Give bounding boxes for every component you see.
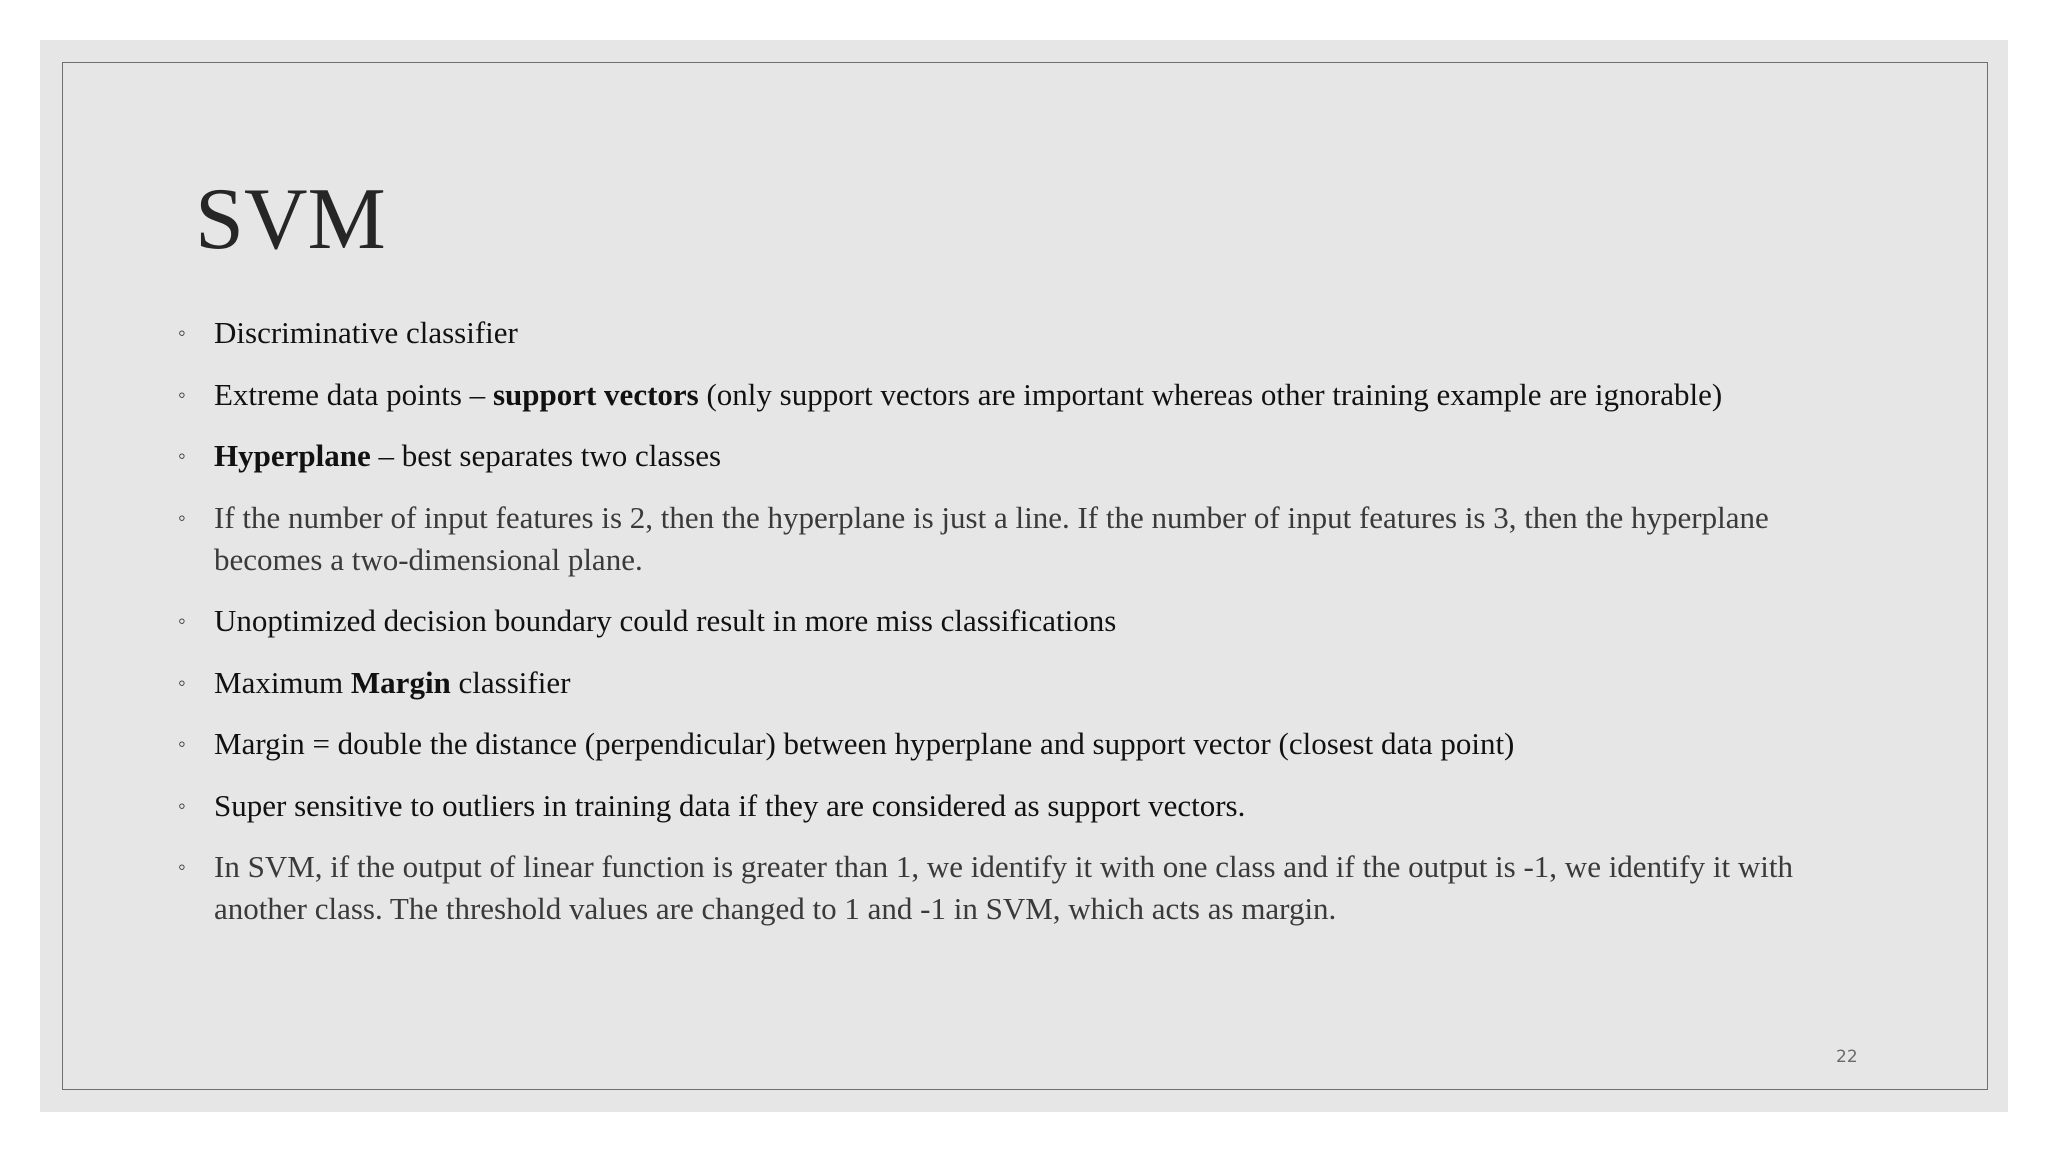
bullet-input-features: [178, 497, 1878, 581]
slide-title: SVM: [195, 171, 386, 268]
bullet-text: Margin = double the distance (perpendicular) between hyperplane and support vector (closest data point): [214, 726, 1515, 761]
bullet-text: Unoptimized decision boundary could result in more miss classifications: [214, 603, 1117, 638]
bullet-marker-icon: ◦: [178, 381, 186, 407]
bullet-maximum-margin: [178, 662, 1878, 704]
bullet-marker-icon: ◦: [178, 608, 186, 633]
bullet-unoptimized-boundary: [178, 600, 1878, 642]
bullet-marker-icon: ◦: [178, 443, 186, 468]
bullet-text-bold: Hyperplane: [214, 438, 371, 473]
bullet-text: Super sensitive to outliers in training data if they are considered as support vectors.: [214, 787, 1246, 823]
bullet-text: In SVM, if the output of linear function is greater than 1, we identify it with one class and if the output is -1, we identify it with another class. The threshold values are changed to 1 and -1 in SVM, which acts as margin.: [214, 849, 1793, 926]
bullet-marker-icon: ◦: [178, 731, 186, 756]
bullet-margin-definition: [178, 723, 1878, 765]
bullet-text-suffix: – best separates two classes: [370, 438, 722, 473]
bullet-text-bold: support vectors: [492, 376, 699, 412]
bullet-list: [178, 312, 1878, 950]
bullet-marker-icon: ◦: [178, 792, 186, 818]
bullet-text: Discriminative classifier: [214, 315, 518, 350]
bullet-threshold-values: [178, 846, 1878, 930]
bullet-text-bold: Margin: [350, 664, 451, 700]
page-number: 22: [1836, 1047, 1858, 1067]
bullet-support-vectors: [178, 374, 1878, 416]
bullet-outlier-sensitivity: [178, 785, 1878, 827]
bullet-marker-icon: ◦: [178, 504, 186, 530]
bullet-text-prefix: Extreme data points –: [214, 376, 493, 412]
bullet-text-suffix: classifier: [450, 664, 571, 700]
bullet-text: If the number of input features is 2, then the hyperplane is just a line. If the number of input features is 3, then the hyperplane becomes a two-dimensional plane.: [214, 499, 1769, 577]
bullet-text-suffix: (only support vectors are important whereas other training example are ignorable): [698, 376, 1723, 412]
bullet-marker-icon: ◦: [178, 669, 186, 695]
bullet-text-prefix: Maximum: [214, 664, 351, 700]
bullet-marker-icon: ◦: [178, 854, 186, 879]
bullet-hyperplane: [178, 435, 1878, 477]
bullet-marker-icon: ◦: [178, 320, 186, 345]
bullet-discriminative-classifier: [178, 312, 1878, 354]
